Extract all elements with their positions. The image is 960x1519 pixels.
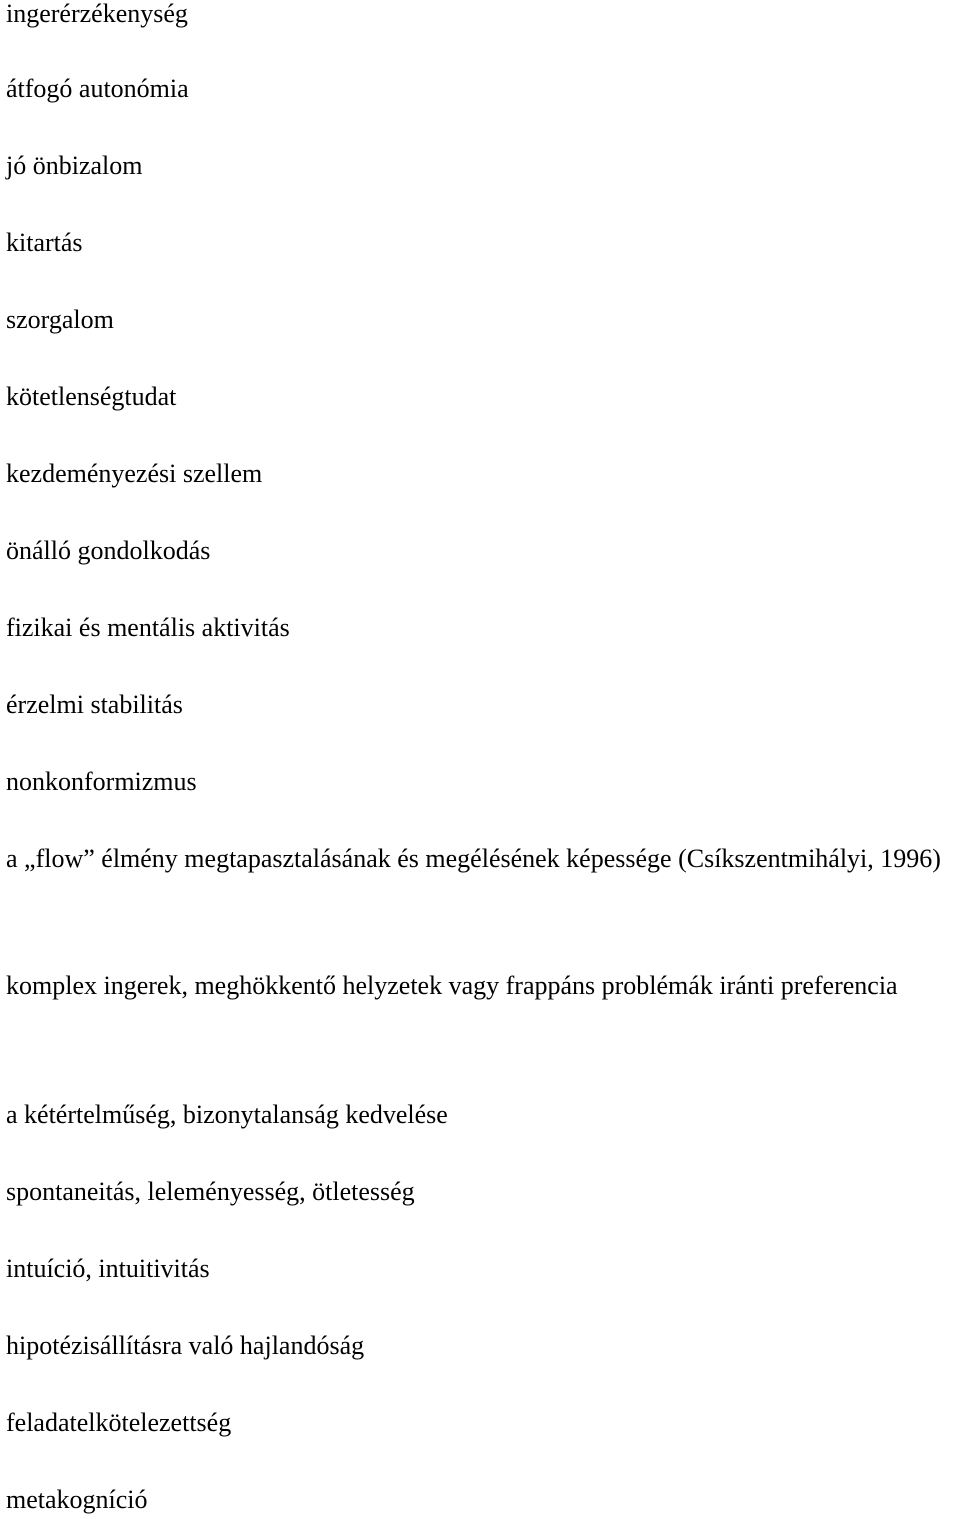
list-item: érzelmi stabilitás bbox=[6, 690, 183, 719]
complex-paragraph: komplex ingerek, meghökkentő helyzetek vagy frappáns problémák iránti preferencia bbox=[6, 971, 898, 1000]
list-item: jó önbizalom bbox=[6, 151, 143, 180]
list-item: spontaneitás, leleményesség, ötletesség bbox=[6, 1177, 415, 1206]
list-item: kitartás bbox=[6, 228, 83, 257]
list-item: metakogníció bbox=[6, 1485, 148, 1514]
list-item: intuíció, intuitivitás bbox=[6, 1254, 210, 1283]
list-item: hipotézisállításra való hajlandóság bbox=[6, 1331, 365, 1360]
list-item: a kétértelműség, bizonytalanság kedvelése bbox=[6, 1100, 448, 1129]
list-item: átfogó autonómia bbox=[6, 74, 189, 103]
list-item: kezdeményezési szellem bbox=[6, 459, 263, 488]
list-item: fizikai és mentális aktivitás bbox=[6, 613, 290, 642]
list-item: nonkonformizmus bbox=[6, 767, 197, 796]
list-item: önálló gondolkodás bbox=[6, 536, 211, 565]
list-item: szorgalom bbox=[6, 305, 114, 334]
list-item: ingerérzékenység bbox=[6, 0, 188, 28]
list-item: kötetlenségtudat bbox=[6, 382, 177, 411]
list-item: feladatelkötelezettség bbox=[6, 1408, 232, 1437]
flow-paragraph: a „flow” élmény megtapasztalásának és megélésének képessége (Csíkszentmihályi, 1996) bbox=[6, 844, 941, 873]
